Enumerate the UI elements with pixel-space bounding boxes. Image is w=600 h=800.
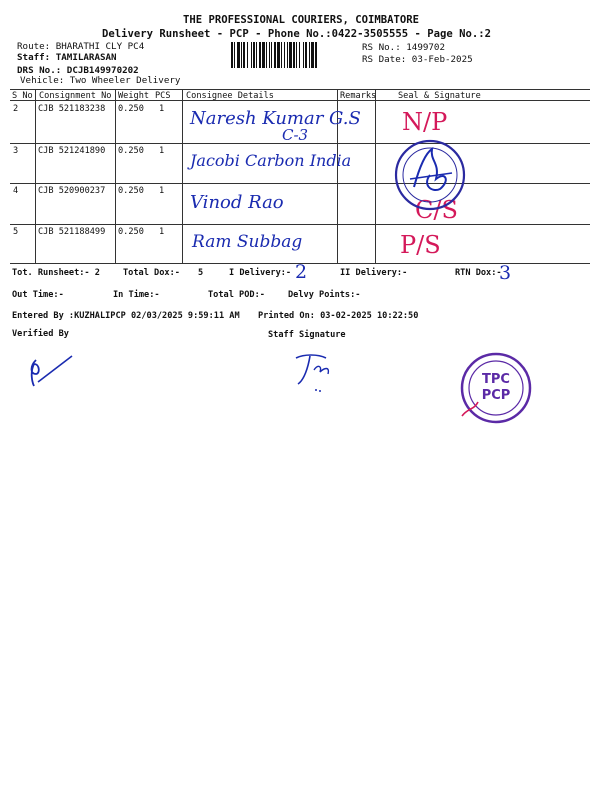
row-sno: 2 <box>13 104 19 114</box>
barcode-bar <box>234 42 235 68</box>
printed-on: Printed On: 03-02-2025 10:22:50 <box>258 311 419 321</box>
row-consignee-handwritten: Ram Subbag <box>192 232 303 252</box>
vehicle-label: Vehicle: Two Wheeler Delivery <box>20 75 181 86</box>
row-remark-handwritten: C/S <box>415 196 458 224</box>
barcode-bar <box>251 42 252 68</box>
col-header-seal-signature: Seal & Signature <box>398 91 481 101</box>
rs-number: RS No.: 1499702 <box>362 42 445 53</box>
total-dox-value: 5 <box>198 268 204 278</box>
col-header-weight: Weight <box>118 91 150 101</box>
row-weight: 0.250 <box>118 146 144 156</box>
barcode <box>231 42 355 68</box>
row-consignee-note: C-3 <box>282 126 309 144</box>
barcode-bar <box>277 42 280 68</box>
col-header-consignee: Consignee Details <box>186 91 274 101</box>
rtn-dox-handwritten: 3 <box>499 262 512 284</box>
row-consignment-no: CJB 521188499 <box>38 227 106 237</box>
tpc-pcp-stamp <box>458 350 534 426</box>
column-divider <box>115 89 116 263</box>
i-delivery-handwritten: 2 <box>295 261 308 283</box>
barcode-bar <box>266 42 267 68</box>
barcode-bar <box>293 42 295 68</box>
runsheet-subtitle: Delivery Runsheet - PCP - Phone No.:0422-3505555 - Page No.:2 <box>102 28 492 40</box>
total-pod-label: Total POD:- <box>208 290 265 300</box>
barcode-bar <box>231 42 233 68</box>
row-consignee-handwritten: Jacobi Carbon India <box>190 151 352 170</box>
barcode-bar <box>289 42 292 68</box>
verified-by-label: Verified By <box>12 329 69 339</box>
row-remark-handwritten: N/P <box>402 108 448 136</box>
row-pcs: 1 <box>159 227 165 237</box>
total-runsheet: Tot. Runsheet:- 2 <box>12 268 100 278</box>
barcode-bar <box>296 42 297 68</box>
row-pcs: 1 <box>159 146 165 156</box>
company-title: THE PROFESSIONAL COURIERS, COIMBATORE <box>183 14 419 26</box>
staff-signature <box>290 350 340 394</box>
barcode-bar <box>284 42 285 68</box>
barcode-bar <box>243 42 245 68</box>
entered-by: Entered By :KUZHALIPCP 02/03/2025 9:59:11 AM <box>12 311 240 321</box>
barcode-bar <box>259 42 261 68</box>
row-divider <box>10 183 590 184</box>
barcode-bar <box>237 42 240 68</box>
ii-delivery-label: II Delivery:- <box>340 268 408 278</box>
row-remark-handwritten: P/S <box>400 231 441 259</box>
staff-signature-label: Staff Signature <box>268 330 346 340</box>
barcode-bar <box>271 42 272 68</box>
row-divider <box>10 224 590 225</box>
row-consignee-handwritten: Naresh Kumar G.S <box>190 108 361 129</box>
barcode-bar <box>256 42 257 68</box>
row-sno: 5 <box>13 227 19 237</box>
drs-number: DRS No.: DCJB149970202 <box>17 65 139 76</box>
barcode-bar <box>262 42 265 68</box>
col-header-remarks: Remarks <box>340 91 377 101</box>
out-time-label: Out Time:- <box>12 290 64 300</box>
barcode-bar <box>274 42 276 68</box>
in-time-label: In Time:- <box>113 290 160 300</box>
row-sno: 4 <box>13 186 19 196</box>
barcode-bar <box>281 42 282 68</box>
i-delivery-label: I Delivery:- <box>229 268 292 278</box>
barcode-bar <box>315 42 317 68</box>
row-consignment-no: CJB 521241890 <box>38 146 106 156</box>
col-header-consignment: Consignment No <box>39 91 112 101</box>
verifier-signature <box>24 352 84 394</box>
barcode-bar <box>311 42 314 68</box>
row-weight: 0.250 <box>118 104 144 114</box>
col-header-pcs: PCS <box>155 91 171 101</box>
barcode-bar <box>309 42 310 68</box>
barcode-bar <box>287 42 288 68</box>
staff-label: Staff: TAMILARASAN <box>17 52 117 63</box>
stamp-line-2: PCP <box>481 388 511 403</box>
delivery-points-label: Delvy Points:- <box>288 290 361 300</box>
total-dox-label: Total Dox:- <box>123 268 180 278</box>
barcode-bar <box>247 42 248 68</box>
row-consignment-no: CJB 520900237 <box>38 186 106 196</box>
row-consignee-handwritten: Vinod Rao <box>190 192 284 213</box>
column-divider <box>375 89 376 263</box>
row-pcs: 1 <box>159 186 165 196</box>
row-sno: 3 <box>13 146 19 156</box>
row-consignment-no: CJB 521183238 <box>38 104 106 114</box>
stamp-line-1: TPC <box>482 372 510 387</box>
rs-date: RS Date: 03-Feb-2025 <box>362 54 473 65</box>
receiver-seal-stamp <box>390 135 470 215</box>
table-top-border <box>10 89 590 90</box>
row-weight: 0.250 <box>118 186 144 196</box>
column-divider <box>35 89 36 263</box>
column-divider <box>182 89 183 263</box>
barcode-bar <box>241 42 242 68</box>
col-header-sno: S No <box>12 91 33 101</box>
rtn-dox-label: RTN Dox:- <box>455 268 502 278</box>
barcode-bar <box>305 42 307 68</box>
barcode-bar <box>303 42 304 68</box>
row-pcs: 1 <box>159 104 165 114</box>
barcode-bar <box>299 42 300 68</box>
row-weight: 0.250 <box>118 227 144 237</box>
route-label: Route: BHARATHI CLY PC4 <box>17 41 145 52</box>
barcode-bar <box>253 42 255 68</box>
barcode-bar <box>269 42 270 68</box>
